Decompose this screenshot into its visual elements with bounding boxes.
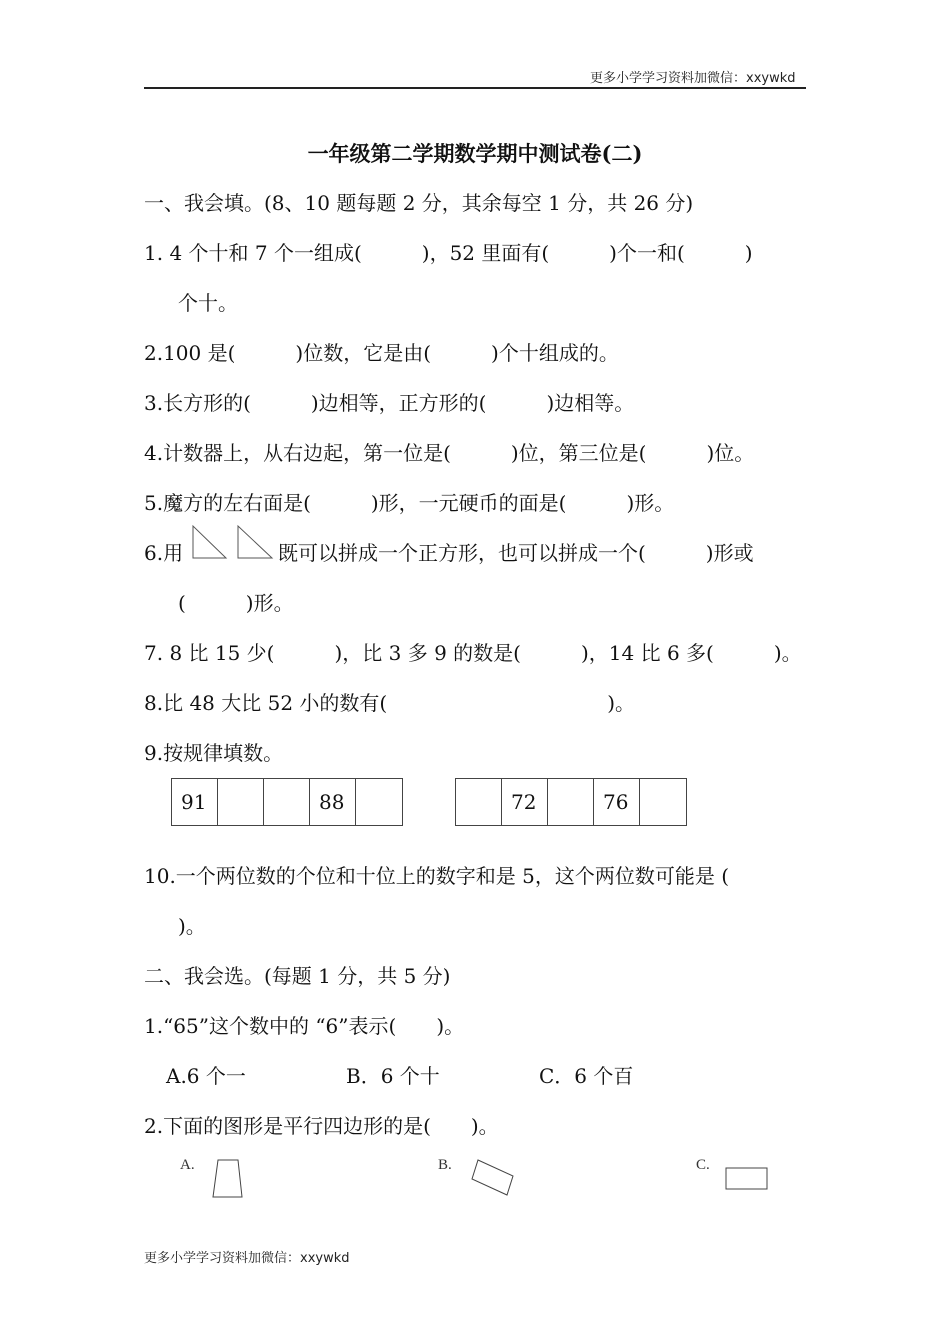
seq2-cell: 72 xyxy=(502,779,548,825)
seq1-cell-blank xyxy=(356,779,402,825)
tilted-rectangle-shape xyxy=(470,1157,518,1199)
q1-line1: 1. 4 个十和 7 个一组成( )，52 里面有( )个一和( ) xyxy=(144,241,753,265)
q10-line1: 10.一个两位数的个位和十位上的数字和是 5，这个两位数可能是 ( xyxy=(144,864,730,888)
seq1-cell: 91 xyxy=(172,779,218,825)
q5: 5.魔方的左右面是( )形，一元硬币的面是( )形。 xyxy=(144,491,675,515)
s2-q2: 2.下面的图形是平行四边形的是( )。 xyxy=(144,1114,499,1138)
s2-q1-option-a: A.6 个一 xyxy=(166,1064,246,1088)
q2: 2.100 是( )位数，它是由( )个十组成的。 xyxy=(144,341,619,365)
sequence-1 xyxy=(171,778,403,826)
q4: 4.计数器上，从右边起，第一位是( )位，第三位是( )位。 xyxy=(144,441,755,465)
q6-prefix: 6.用 xyxy=(144,541,184,565)
triangle-pieces-icon xyxy=(190,524,276,560)
section2-heading: 二、我会选。(每题 1 分，共 5 分) xyxy=(144,964,451,988)
s2-q1-option-b: B．6 个十 xyxy=(346,1064,440,1088)
page-title: 一年级第二学期数学期中测试卷(二) xyxy=(307,141,643,166)
seq2-cell-blank xyxy=(548,779,594,825)
s2-q1: 1.“65”这个数中的 “6”表示( )。 xyxy=(144,1014,465,1038)
q1-line2: 个十。 xyxy=(178,291,238,315)
q8: 8.比 48 大比 52 小的数有( )。 xyxy=(144,691,636,715)
q6-line2: ( )形。 xyxy=(178,591,294,615)
q3: 3.长方形的( )边相等，正方形的( )边相等。 xyxy=(144,391,635,415)
seq2-cell-blank xyxy=(456,779,502,825)
section1-heading: 一、我会填。(8、10 题每题 2 分，其余每空 1 分，共 26 分) xyxy=(144,191,694,215)
shape-a-label: A. xyxy=(180,1157,195,1173)
q6-text: 既可以拼成一个正方形，也可以拼成一个( )形或 xyxy=(278,541,754,565)
shape-b-label: B. xyxy=(438,1157,452,1173)
shape-c-label: C. xyxy=(696,1157,710,1173)
trapezoid-shape xyxy=(208,1158,248,1200)
seq1-cell-blank xyxy=(264,779,310,825)
q10-line2: )。 xyxy=(178,914,206,938)
seq1-cell-blank xyxy=(218,779,264,825)
footer-text: 更多小学学习资料加微信：xxywkd xyxy=(144,1251,350,1266)
right-triangle-right xyxy=(238,526,272,558)
s2-q1-option-c: C．6 个百 xyxy=(539,1064,634,1088)
rectangle-shape xyxy=(724,1166,770,1192)
right-triangle-left xyxy=(193,526,226,558)
seq1-cell: 88 xyxy=(310,779,356,825)
seq2-cell: 76 xyxy=(594,779,640,825)
sequence-2 xyxy=(455,778,687,826)
header-rule xyxy=(144,87,806,89)
q9-label: 9.按规律填数。 xyxy=(144,741,284,765)
seq2-cell-blank xyxy=(640,779,686,825)
header-text: 更多小学学习资料加微信：xxywkd xyxy=(590,71,796,86)
q7: 7. 8 比 15 少( )，比 3 多 9 的数是( )，14 比 6 多( )。 xyxy=(144,641,802,665)
